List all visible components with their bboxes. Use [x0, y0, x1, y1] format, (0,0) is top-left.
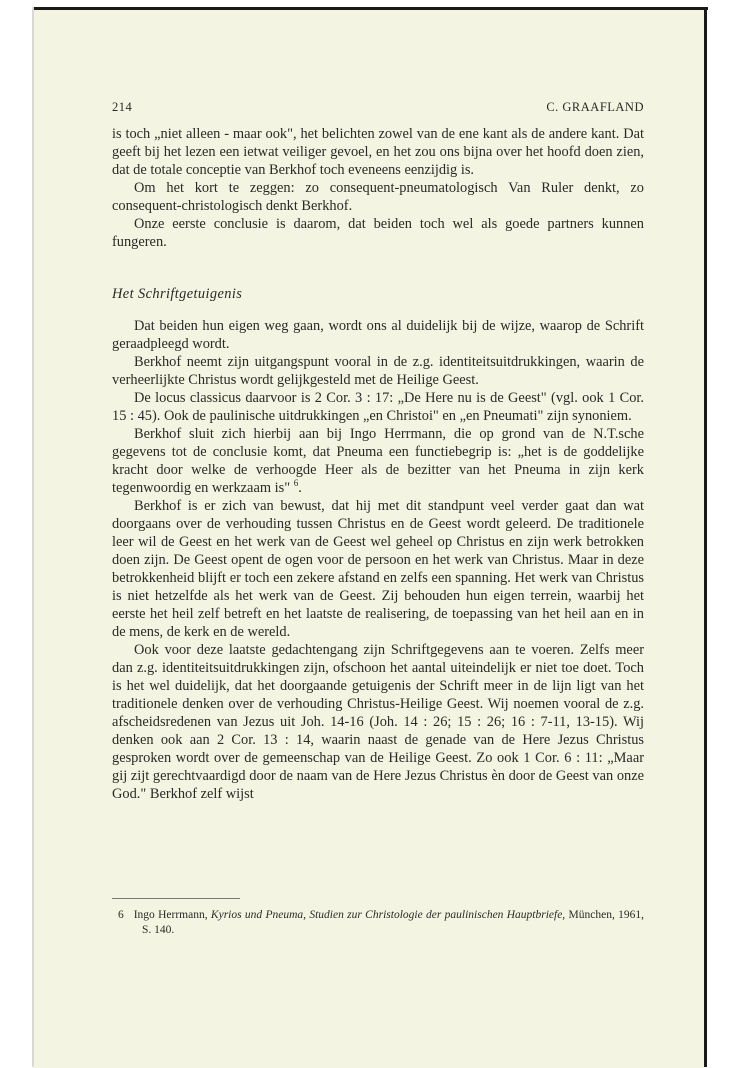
- page-right-border: [704, 7, 707, 1067]
- paragraph-end: .: [298, 480, 302, 496]
- paragraph: Dat beiden hun eigen weg gaan, wordt ons al duidelijk bij de wijze, waarop de Schrift geraadpleegd wordt.: [112, 318, 644, 352]
- footnote-number: 6: [118, 909, 124, 921]
- footnote-publication: München, 1961, S. 140.: [142, 909, 645, 936]
- paragraph: Ook voor deze laatste gedachtengang zijn Schriftgegevens aan te voeren. Zelfs meer dan z.g. identiteitsuitdrukkingen zijn, ofschoon het aantal uiteindelijk er niet toe doet. Toch is het wel duidelijk, dat het doorgaande getuigenis der Schrift meer in de lijn ligt van het traditionele denken over de verhouding Christus-Heilige Geest. Wij noemen vooral de z.g. afscheidsredenen van Jezus uit Joh. 14-16 (Joh. 14 : 26; 15 : 26; 16 : 7-11, 13-15). Wij denken ook aan 2 Cor. 13 : 14, waarin naast de genade van de Here Jezus Christus gesproken wordt over de gemeenschap van de Heilige Geest. Zo ook 1 Cor. 6 : 11: „Maar gij zijt gerechtvaardigd door de naam van de Here Jezus Christus èn door de Geest van onze God." Berkhof zelf wijst: [112, 642, 644, 802]
- footnote-reference: 6: [293, 478, 299, 489]
- paragraph-text: Berkhof sluit zich hierbij aan bij Ingo Herrmann, die op grond van de N.T.sche gegevens tot de conclusie komt, dat Pneuma een functiebegrip is: „het is de goddelijke kracht door welke de verhoogde Heer als de bezitter van het Pneuma in zijn kerk tegenwoordig en werkzaam is": [112, 426, 644, 496]
- paragraph: Berkhof is er zich van bewust, dat hij met dit standpunt veel verder gaat dan wat doorgaans over de verhouding tussen Christus en de Geest wordt geleerd. De traditionele leer wil de Geest en het werk van de Geest wel geheel op Christus en zijn werk betrokken doen zijn. De Geest opent de ogen voor de persoon en het werk van Christus. Maar in deze betrokkenheid blijft er toch een zekere afstand en zelfs een spanning. Het werk van Christus is niet hetzelfde als het werk van de Geest. Zij behouden hun eigen terrein, waarbij het eerste het heil zelf betreft en het laatste de realisering, de toepassing van het heil aan en in de mens, de kerk en de wereld.: [112, 498, 644, 640]
- paragraph: Om het kort te zeggen: zo consequent-pneumatologisch Van Ruler denkt, zo consequent-christologisch denkt Berkhof.: [112, 180, 644, 214]
- paragraph: De locus classicus daarvoor is 2 Cor. 3 : 17: „De Here nu is de Geest" (vgl. ook 1 Cor. 15 : 45). Ook de paulinische uitdrukkingen „en Christoi" en „en Pneumati" zijn synoniem.: [112, 390, 644, 424]
- footnote: [112, 908, 644, 938]
- paragraph: is toch „niet alleen - maar ook", het belichten zowel van de ene kant als de andere kant. Dat geeft bij het lezen een ietwat veiliger gevoel, en het zou ons bijna over het hoofd doen zien, dat de totale conceptie van Berkhof toch eveneens eenzijdig is.: [112, 126, 644, 178]
- paragraph: Berkhof neemt zijn uitgangspunt vooral in de z.g. identiteitsuitdrukkingen, waarin de verheerlijkte Christus wordt gelijkgesteld met de Heilige Geest.: [112, 354, 644, 388]
- paragraph: [112, 425, 644, 497]
- footnote-author: Ingo Herrmann,: [133, 909, 208, 921]
- footnote-title: Kyrios und Pneuma, Studien zur Christologie der paulinischen Hauptbriefe,: [210, 909, 566, 921]
- section-heading: Het Schriftgetuigenis: [112, 286, 243, 302]
- paragraph: Onze eerste conclusie is daarom, dat beiden toch wel als goede partners kunnen fungeren.: [112, 216, 644, 250]
- body-text: [112, 125, 644, 803]
- running-author: C. GRAAFLAND: [546, 100, 644, 114]
- footnote-divider: [112, 898, 240, 899]
- page-number: 214: [112, 100, 133, 114]
